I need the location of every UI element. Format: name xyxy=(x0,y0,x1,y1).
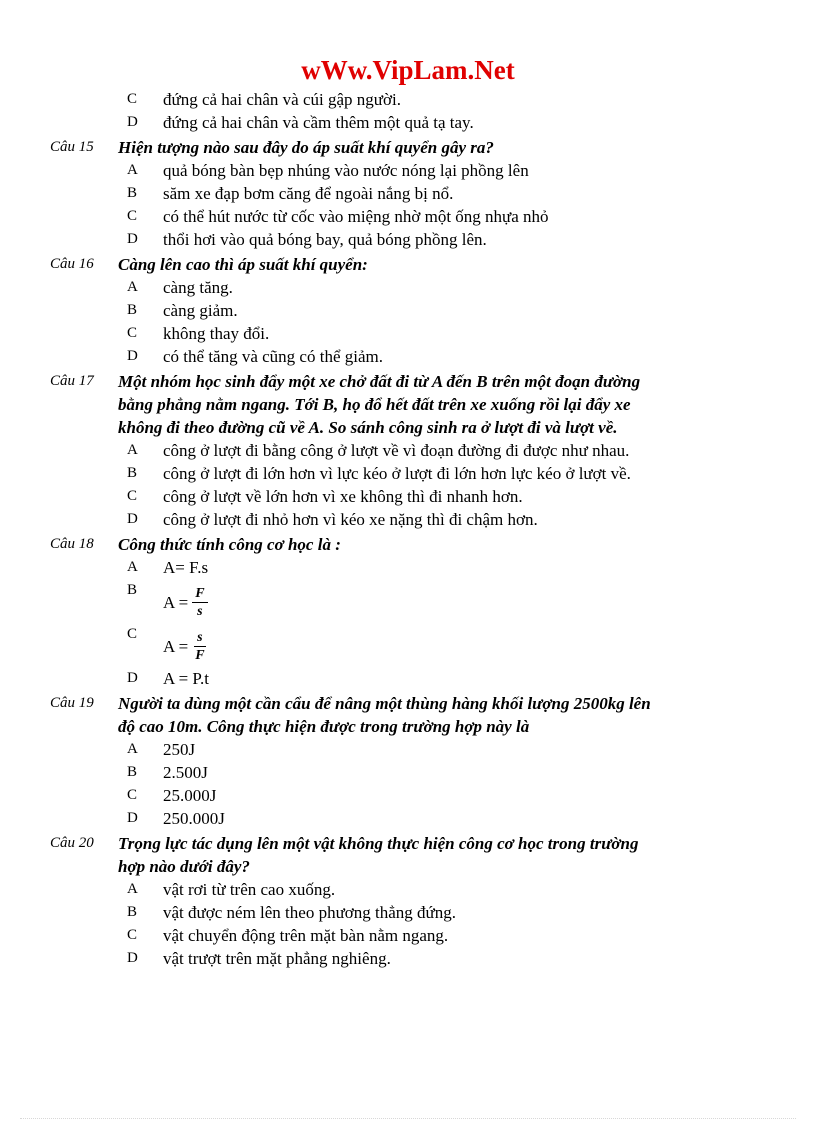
option-label: A xyxy=(127,442,138,458)
option-text: quả bóng bàn bẹp nhúng vào nước nóng lại phồng lên xyxy=(163,161,529,180)
option-label: A xyxy=(127,559,138,575)
question-15 xyxy=(0,136,816,159)
fraction xyxy=(192,629,207,664)
option-label: C xyxy=(127,208,138,224)
option-label: A xyxy=(127,881,138,897)
option-text: đứng cả hai chân và cúi gập người. xyxy=(163,90,401,109)
option-text: 2.500J xyxy=(163,763,208,782)
question-number: Câu 15 xyxy=(50,139,94,155)
question-text: Hiện tượng nào sau đây do áp suất khí quyển gây ra? xyxy=(118,138,494,157)
question-number: Câu 19 xyxy=(50,695,94,711)
quiz-content xyxy=(0,88,816,970)
option-text: có thể hút nước từ cốc vào miệng nhờ một ống nhựa nhỏ xyxy=(163,207,549,226)
option-label: C xyxy=(127,325,138,341)
option-row xyxy=(0,228,816,251)
option-row xyxy=(0,462,816,485)
question-number: Câu 17 xyxy=(50,373,94,389)
option-row xyxy=(0,299,816,322)
option-row xyxy=(0,88,816,111)
page-bottom-divider xyxy=(20,1118,796,1119)
option-text: A= F.s xyxy=(163,558,209,577)
option-row xyxy=(0,924,816,947)
option-row xyxy=(0,784,816,807)
option-text: săm xe đạp bơm căng để ngoài nắng bị nổ. xyxy=(163,184,454,203)
option-label: A xyxy=(127,162,138,178)
fraction-denominator: F xyxy=(195,647,205,663)
option-label: B xyxy=(127,302,138,318)
option-text: công ở lượt đi nhỏ hơn vì kéo xe nặng thì đi chậm hơn. xyxy=(163,510,538,529)
question-18 xyxy=(0,533,816,556)
option-text: đứng cả hai chân và cầm thêm một quả tạ tay. xyxy=(163,113,474,132)
option-label: A xyxy=(127,741,138,757)
option-text: 250.000J xyxy=(163,809,225,828)
option-label: B xyxy=(127,764,138,780)
question-text: Càng lên cao thì áp suất khí quyển: xyxy=(118,255,368,274)
option-text: có thể tăng và cũng có thể giảm. xyxy=(163,347,383,366)
option-label: D xyxy=(127,114,138,130)
option-row xyxy=(0,439,816,462)
option-label: C xyxy=(127,91,138,107)
formula-lhs: A = xyxy=(163,592,189,612)
option-text: 250J xyxy=(163,740,196,759)
option-label: C xyxy=(127,787,138,803)
option-row xyxy=(0,878,816,901)
option-row xyxy=(0,556,816,579)
option-text: vật trượt trên mặt phẳng nghiêng. xyxy=(163,949,391,968)
option-row xyxy=(0,761,816,784)
option-row xyxy=(0,901,816,924)
question-20 xyxy=(0,832,816,878)
fraction-numerator: F xyxy=(192,585,207,603)
option-row xyxy=(0,276,816,299)
formula-lhs: A = xyxy=(163,636,189,656)
option-label: C xyxy=(127,927,138,943)
option-text: vật được ném lên theo phương thẳng đứng. xyxy=(163,903,457,922)
option-row xyxy=(0,623,816,667)
question-text: Người ta dùng một cần cẩu để nâng một thùng hàng khối lượng 2500kg lên độ cao 10m. Công thực hiện được trong trường hợp này là xyxy=(118,694,651,736)
question-17 xyxy=(0,370,816,439)
option-row xyxy=(0,807,816,830)
option-row xyxy=(0,322,816,345)
option-label: D xyxy=(127,348,138,364)
option-row xyxy=(0,159,816,182)
option-label: B xyxy=(127,185,138,201)
question-text: Công thức tính công cơ học là : xyxy=(118,535,341,554)
question-number: Câu 18 xyxy=(50,536,94,552)
option-label: A xyxy=(127,279,138,295)
question-text: Một nhóm học sinh đẩy một xe chở đất đi từ A đến B trên một đoạn đường bằng phẳng nằm ngang. Tới B, họ đổ hết đất trên xe xuống rồi lại đẩy xe không đi theo đường cũ về A. So sánh công sinh ra ở lượt đi và lượt về. xyxy=(118,372,641,437)
option-text: thổi hơi vào quả bóng bay, quả bóng phồng lên. xyxy=(163,230,487,249)
question-number: Câu 16 xyxy=(50,256,94,272)
option-text: công ở lượt về lớn hơn vì xe không thì đi nhanh hơn. xyxy=(163,487,523,506)
option-row xyxy=(0,182,816,205)
option-label: D xyxy=(127,511,138,527)
fraction-numerator: s xyxy=(194,629,205,647)
option-text: càng giảm. xyxy=(163,301,238,320)
option-label: B xyxy=(127,465,138,481)
site-header: wWw.VipLam.Net xyxy=(301,55,515,85)
question-19 xyxy=(0,692,816,738)
option-row xyxy=(0,947,816,970)
option-row xyxy=(0,111,816,134)
option-row xyxy=(0,485,816,508)
formula xyxy=(163,625,208,667)
option-text: càng tăng. xyxy=(163,278,233,297)
question-16 xyxy=(0,253,816,276)
option-label: C xyxy=(127,626,138,642)
option-label: B xyxy=(127,904,138,920)
option-text: 25.000J xyxy=(163,786,217,805)
option-label: D xyxy=(127,670,138,686)
option-text: A = P.t xyxy=(163,669,209,688)
option-row xyxy=(0,579,816,623)
formula xyxy=(163,581,208,623)
fraction xyxy=(192,585,207,620)
option-row xyxy=(0,738,816,761)
option-text: vật chuyển động trên mặt bàn nằm ngang. xyxy=(163,926,449,945)
question-number: Câu 20 xyxy=(50,835,94,851)
option-text: công ở lượt đi lớn hơn vì lực kéo ở lượt đi lớn hơn lực kéo ở lượt về. xyxy=(163,464,631,483)
option-text: không thay đổi. xyxy=(163,324,270,343)
option-label: B xyxy=(127,582,138,598)
option-label: D xyxy=(127,231,138,247)
option-text: công ở lượt đi bằng công ở lượt về vì đoạn đường đi được như nhau. xyxy=(163,441,630,460)
option-row xyxy=(0,667,816,690)
option-label: D xyxy=(127,950,138,966)
option-text: vật rơi từ trên cao xuống. xyxy=(163,880,336,899)
option-label: D xyxy=(127,810,138,826)
option-row xyxy=(0,508,816,531)
option-row xyxy=(0,345,816,368)
option-label: C xyxy=(127,488,138,504)
fraction-denominator: s xyxy=(197,603,203,619)
question-text: Trọng lực tác dụng lên một vật không thực hiện công cơ học trong trường hợp nào dưới đây? xyxy=(118,834,639,876)
option-row xyxy=(0,205,816,228)
